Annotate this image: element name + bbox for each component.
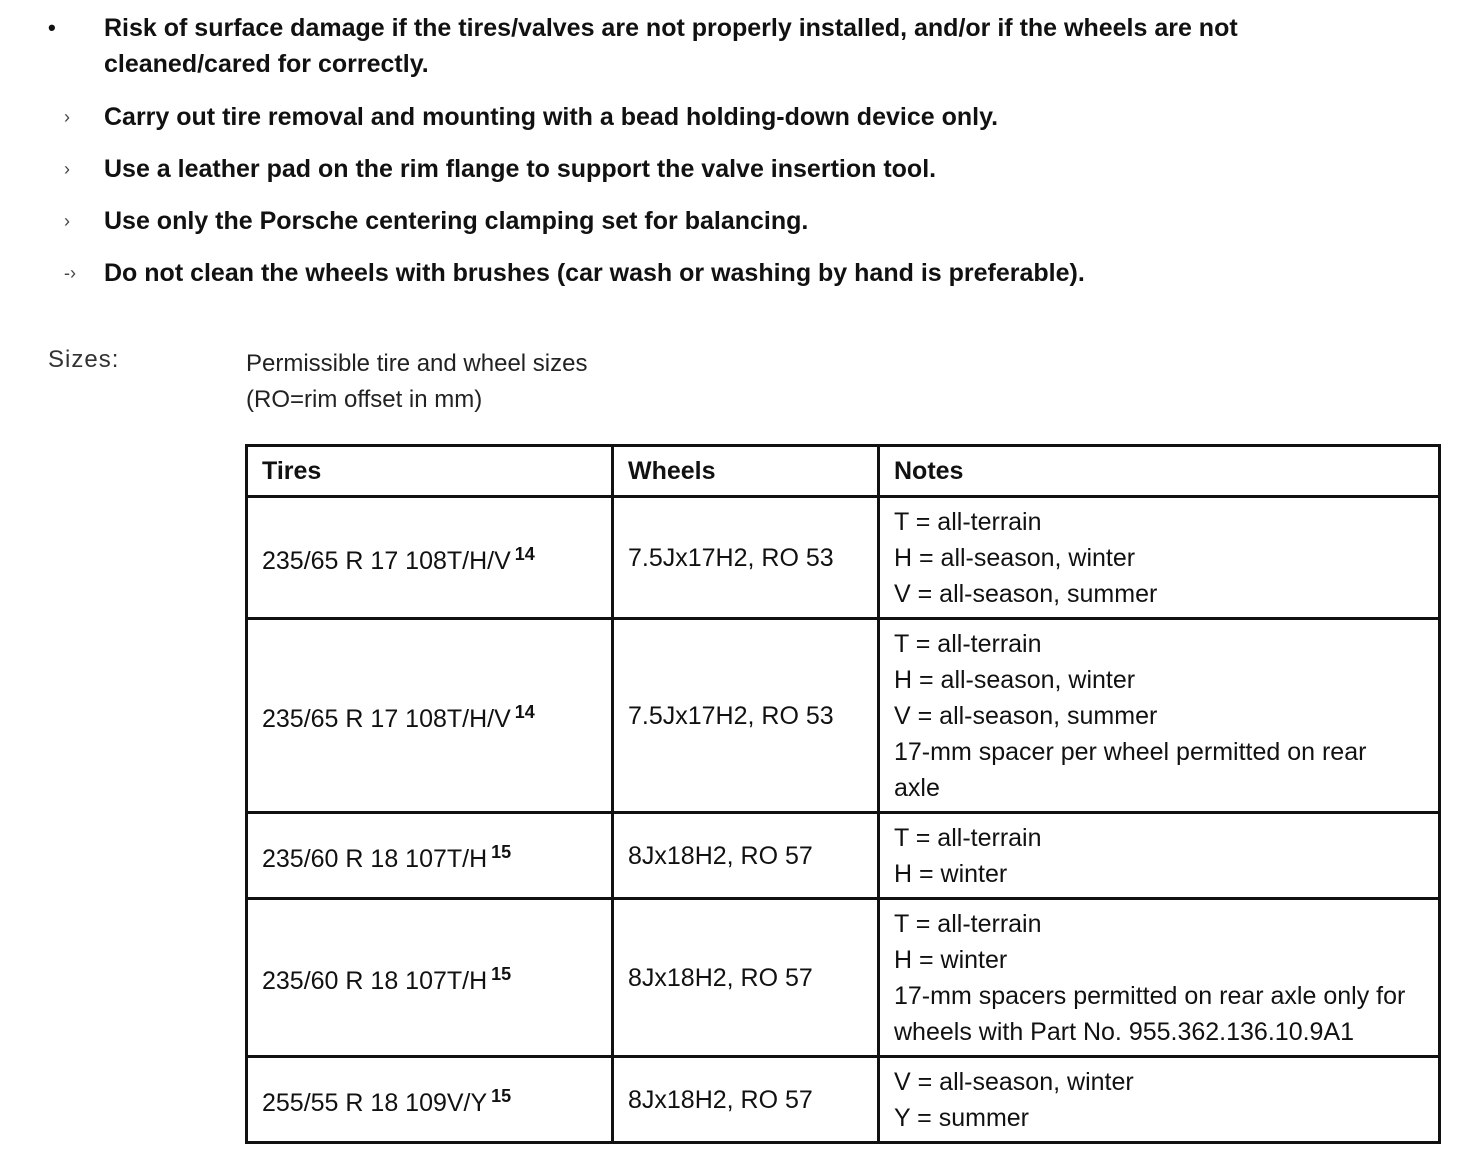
notes-cell <box>879 813 1440 899</box>
notes-cell <box>879 619 1440 813</box>
instruction-text: Use a leather pad on the rim flange to support the valve insertion tool. <box>104 155 937 183</box>
notes-cell <box>879 1057 1440 1143</box>
table-row <box>247 1057 1440 1143</box>
tire-cell <box>247 619 613 813</box>
tire-cell <box>247 813 613 899</box>
instruction-list <box>48 98 1348 306</box>
wheel-cell: 7.5Jx17H2, RO 53 <box>613 619 879 813</box>
footnote-ref: 14 <box>514 544 535 564</box>
sizes-title <box>246 346 587 418</box>
notes-cell <box>879 899 1440 1057</box>
header-notes: Notes <box>879 446 1440 497</box>
note-line: H = all-season, winter <box>894 665 1136 694</box>
table-row <box>247 899 1440 1057</box>
footnote-ref: 15 <box>491 842 512 862</box>
warning-text-line-1: Risk of surface damage if the tires/valves are not properly installed, and/or if the wheels are not <box>104 14 1238 42</box>
instruction-text: Carry out tire removal and mounting with a bead holding-down device only. <box>104 103 999 131</box>
wheel-cell: 7.5Jx17H2, RO 53 <box>613 497 879 619</box>
tire-size: 235/65 R 17 108T/H/V <box>262 705 511 733</box>
tire-size: 235/60 R 18 107T/H <box>262 967 488 995</box>
sizes-label: Sizes: <box>48 346 120 373</box>
instruction-text: Use only the Porsche centering clamping set for balancing. <box>104 207 809 235</box>
arrow-icon: › <box>64 211 70 231</box>
tire-wheel-sizes-table <box>245 444 1441 1144</box>
notes-cell <box>879 497 1440 619</box>
note-line: T = all-terrain <box>894 507 1042 536</box>
arrow-icon: › <box>64 159 70 179</box>
footnote-ref: 15 <box>491 1086 512 1106</box>
note-line: H = all-season, winter <box>894 543 1136 572</box>
note-line: V = all-season, summer <box>894 701 1158 730</box>
header-wheels: Wheels <box>613 446 879 497</box>
tire-cell <box>247 899 613 1057</box>
footnote-ref: 15 <box>491 964 512 984</box>
tire-size: 235/65 R 17 108T/H/V <box>262 547 511 575</box>
tire-cell <box>247 1057 613 1143</box>
instruction-item <box>48 202 1348 254</box>
instruction-item <box>48 150 1348 202</box>
tire-size: 255/55 R 18 109V/Y <box>262 1089 488 1117</box>
instruction-text: Do not clean the wheels with brushes (car wash or washing by hand is preferable). <box>104 259 1085 287</box>
footnote-ref: 14 <box>514 702 535 722</box>
note-line: H = winter <box>894 945 1008 974</box>
note-line: T = all-terrain <box>894 823 1042 852</box>
sizes-title-line-1: Permissible tire and wheel sizes <box>246 350 588 377</box>
warning-item <box>48 10 1348 82</box>
note-line: axle <box>894 773 940 802</box>
arrow-icon: › <box>64 107 70 127</box>
wheel-cell: 8Jx18H2, RO 57 <box>613 813 879 899</box>
table-row <box>247 813 1440 899</box>
tire-cell <box>247 497 613 619</box>
wheel-cell: 8Jx18H2, RO 57 <box>613 1057 879 1143</box>
wheel-cell: 8Jx18H2, RO 57 <box>613 899 879 1057</box>
note-line: 17-mm spacers permitted on rear axle only for <box>894 981 1406 1010</box>
sizes-title-line-2: (RO=rim offset in mm) <box>246 386 483 413</box>
header-tires: Tires <box>247 446 613 497</box>
instruction-item <box>48 98 1348 150</box>
note-line: wheels with Part No. 955.362.136.10.9A1 <box>894 1017 1355 1046</box>
tire-size: 235/60 R 18 107T/H <box>262 845 488 873</box>
note-line: V = all-season, winter <box>894 1067 1134 1096</box>
bullet-icon: • <box>48 15 56 40</box>
table-header-row <box>247 446 1440 497</box>
note-line: T = all-terrain <box>894 909 1042 938</box>
warning-text-line-2: cleaned/cared for correctly. <box>104 50 429 78</box>
table-row <box>247 619 1440 813</box>
note-line: T = all-terrain <box>894 629 1042 658</box>
note-line: Y = summer <box>894 1103 1029 1132</box>
instruction-item <box>48 254 1348 306</box>
warning-block <box>48 10 1348 82</box>
note-line: 17-mm spacer per wheel permitted on rear <box>894 737 1367 766</box>
table-row <box>247 497 1440 619</box>
arrow-icon: -› <box>64 263 76 283</box>
note-line: V = all-season, summer <box>894 579 1158 608</box>
note-line: H = winter <box>894 859 1008 888</box>
